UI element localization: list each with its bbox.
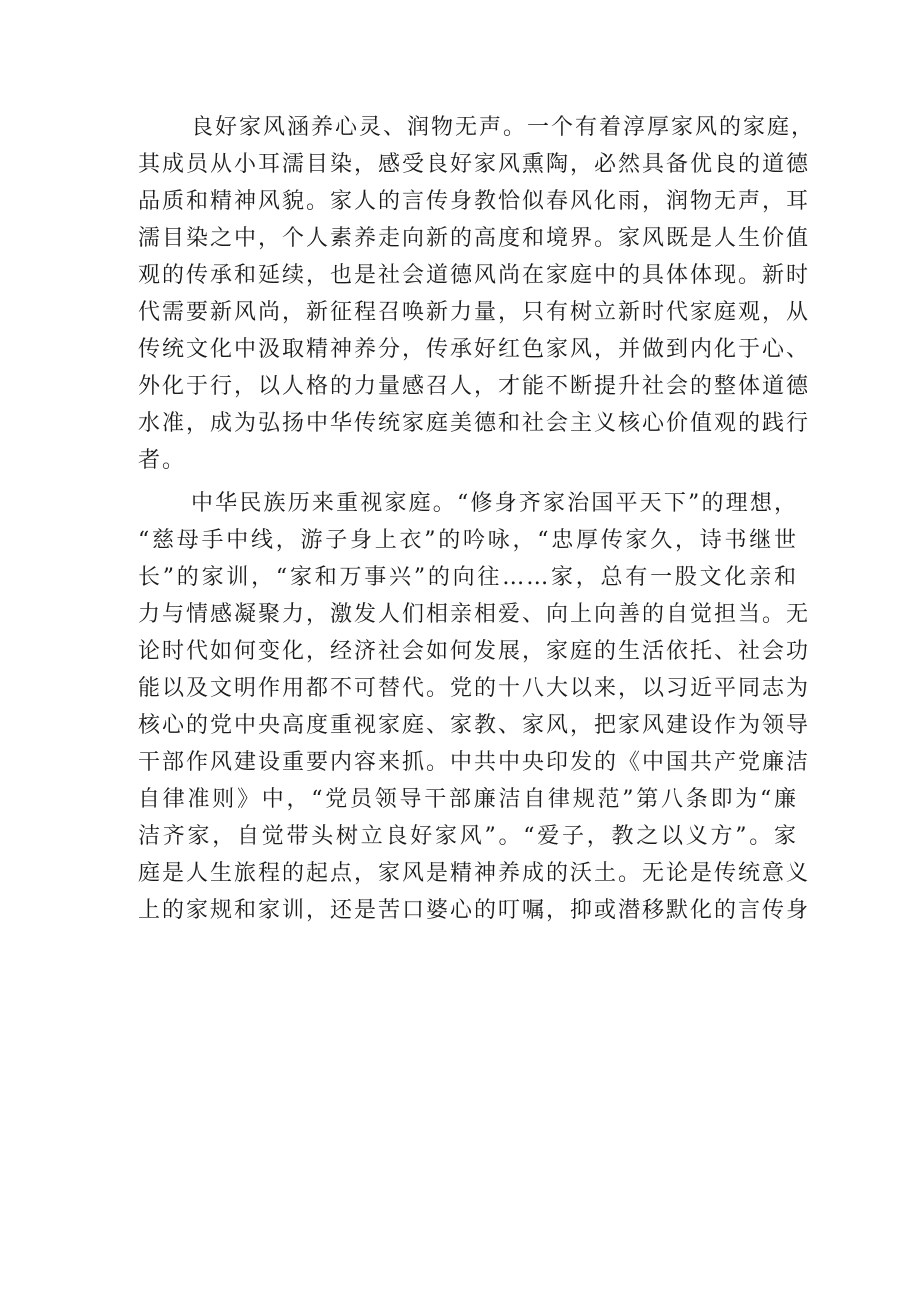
paragraph-line: 良好家风涵养心灵、润物无声。一个有着淳厚家风的家庭， (191, 115, 816, 140)
paragraph-line: 传统文化中汲取精神养分，传承好红色家风，并做到内化于心、 (138, 337, 811, 362)
paragraph-line: 核心的党中央高度重视家庭、家教、家风，把家风建设作为领导 (138, 713, 811, 738)
paragraph-1 (138, 109, 816, 479)
paragraph-line: 外化于行，以人格的力量感召人，才能不断提升社会的整体道德 (138, 374, 811, 399)
paragraph-line: 力与情感凝聚力，激发人们相亲相爱、向上向善的自觉担当。无 (138, 602, 811, 627)
paragraph-line: 者。 (138, 448, 187, 473)
paragraph-line: 代需要新风尚，新征程召唤新力量，只有树立新时代家庭观，从 (138, 300, 811, 325)
paragraph-line: 其成员从小耳濡目染，感受良好家风熏陶，必然具备优良的道德 (138, 152, 811, 177)
document-body (138, 109, 816, 929)
paragraph-line: 庭是人生旅程的起点，家风是精神养成的沃土。无论是传统意义 (138, 861, 811, 886)
paragraph-line: 中华民族历来重视家庭。“修身齐家治国平天下”的理想， (191, 491, 798, 516)
paragraph-line: 上的家规和家训，还是苦口婆心的叮嘱，抑或潜移默化的言传身 (138, 898, 811, 923)
paragraph-line: 洁齐家，自觉带头树立良好家风”。“爱子，教之以义方”。家 (138, 824, 798, 849)
paragraph-line: 濡目染之中，个人素养走向新的高度和境界。家风既是人生价值 (138, 226, 811, 251)
paragraph-line: 水准，成为弘扬中华传统家庭美德和社会主义核心价值观的践行 (138, 411, 811, 436)
paragraph-line: 长”的家训，“家和万事兴”的向往……家，总有一股文化亲和 (138, 565, 798, 590)
paragraph-line: 能以及文明作用都不可替代。党的十八大以来，以习近平同志为 (138, 676, 811, 701)
paragraph-line: 品质和精神风貌。家人的言传身教恰似春风化雨，润物无声，耳 (138, 189, 811, 214)
paragraph-line: 观的传承和延续，也是社会道德风尚在家庭中的具体体现。新时 (138, 263, 811, 288)
paragraph-line: 自律准则》中，“党员领导干部廉洁自律规范”第八条即为“廉 (138, 787, 798, 812)
paragraph-2 (138, 485, 811, 929)
paragraph-line: 论时代如何变化，经济社会如何发展，家庭的生活依托、社会功 (138, 639, 811, 664)
paragraph-line: 干部作风建设重要内容来抓。中共中央印发的《中国共产党廉洁 (138, 750, 811, 775)
paragraph-line: “慈母手中线，游子身上衣”的吟咏，“忠厚传家久，诗书继世 (138, 528, 798, 553)
